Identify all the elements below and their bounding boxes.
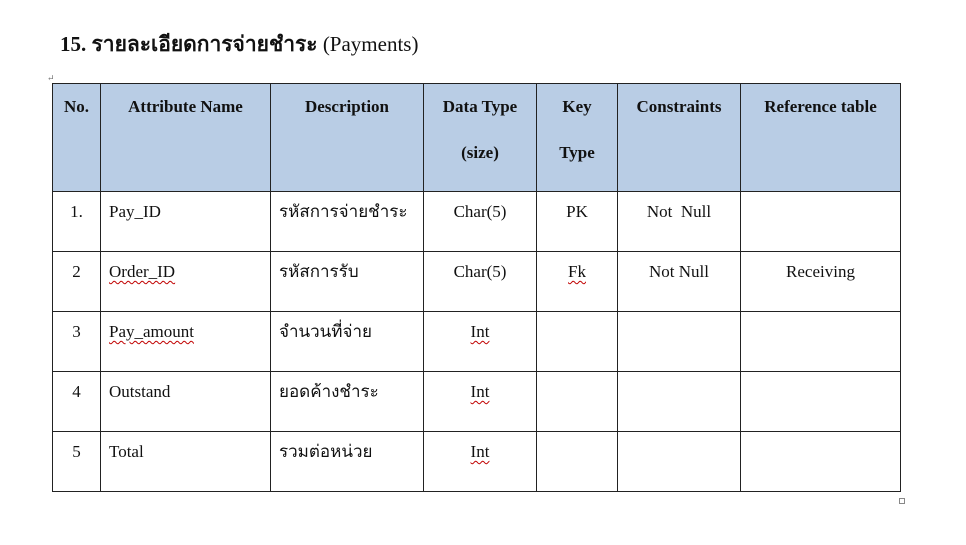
- header-keytype-line2: Type: [559, 143, 595, 162]
- header-datatype-line2: (size): [461, 143, 499, 162]
- spellcheck-text: Pay_amount: [109, 322, 194, 341]
- cell-no: 2: [53, 252, 101, 312]
- cell-constraints: [618, 312, 741, 372]
- header-datatype: [424, 84, 537, 192]
- cell-description: รหัสการจ่ายชำระ: [271, 192, 424, 252]
- cell-reference: [741, 432, 901, 492]
- spellcheck-text: Int: [470, 322, 490, 341]
- cell-attribute: Outstand: [101, 372, 271, 432]
- table-row: [53, 252, 901, 312]
- cell-constraints: [618, 432, 741, 492]
- cell-attribute: [101, 312, 271, 372]
- cell-no: 1.: [53, 192, 101, 252]
- cell-reference: [741, 192, 901, 252]
- cell-datatype: [424, 372, 537, 432]
- cell-reference: [741, 312, 901, 372]
- title-thai: 15. รายละเอียดการจ่ายชำระ: [60, 32, 318, 56]
- payments-table: [52, 83, 901, 492]
- spellcheck-text: Order_ID: [109, 262, 176, 281]
- table-row: [53, 312, 901, 372]
- spellcheck-text: Fk: [568, 262, 586, 281]
- cell-no: 3: [53, 312, 101, 372]
- cell-attribute: Pay_ID: [101, 192, 271, 252]
- paragraph-mark-icon: ↵: [47, 73, 55, 83]
- table-resize-handle[interactable]: [899, 498, 905, 504]
- cell-key: [537, 372, 618, 432]
- cell-datatype: [424, 312, 537, 372]
- cell-no: 5: [53, 432, 101, 492]
- cell-datatype: Char(5): [424, 192, 537, 252]
- cell-description: รวมต่อหน่วย: [271, 432, 424, 492]
- header-attribute: Attribute Name: [101, 84, 271, 192]
- cell-reference: Receiving: [741, 252, 901, 312]
- table-row: [53, 432, 901, 492]
- cell-key: [537, 252, 618, 312]
- cell-description: ยอดค้างชำระ: [271, 372, 424, 432]
- cell-key: [537, 312, 618, 372]
- cell-reference: [741, 372, 901, 432]
- title-english: (Payments): [322, 32, 419, 56]
- cell-no: 4: [53, 372, 101, 432]
- cell-datatype: Char(5): [424, 252, 537, 312]
- spellcheck-text: Int: [470, 442, 490, 461]
- cell-attribute: [101, 252, 271, 312]
- header-keytype-line1: Key: [562, 97, 592, 116]
- header-keytype: [537, 84, 618, 192]
- header-no: No.: [53, 84, 101, 192]
- header-constraints: Constraints: [618, 84, 741, 192]
- cell-description: จำนวนที่จ่าย: [271, 312, 424, 372]
- cell-description: รหัสการรับ: [271, 252, 424, 312]
- header-description: Description: [271, 84, 424, 192]
- table-row: [53, 192, 901, 252]
- cell-datatype: [424, 432, 537, 492]
- cell-key: [537, 432, 618, 492]
- section-title: [60, 28, 418, 61]
- cell-attribute: Total: [101, 432, 271, 492]
- spellcheck-text: Int: [470, 382, 490, 401]
- header-reference: Reference table: [741, 84, 901, 192]
- table-header-row: [53, 84, 901, 192]
- header-datatype-line1: Data Type: [442, 97, 518, 116]
- cell-key: PK: [537, 192, 618, 252]
- cell-constraints: Not Null: [618, 192, 741, 252]
- cell-constraints: Not Null: [618, 252, 741, 312]
- table-row: [53, 372, 901, 432]
- cell-constraints: [618, 372, 741, 432]
